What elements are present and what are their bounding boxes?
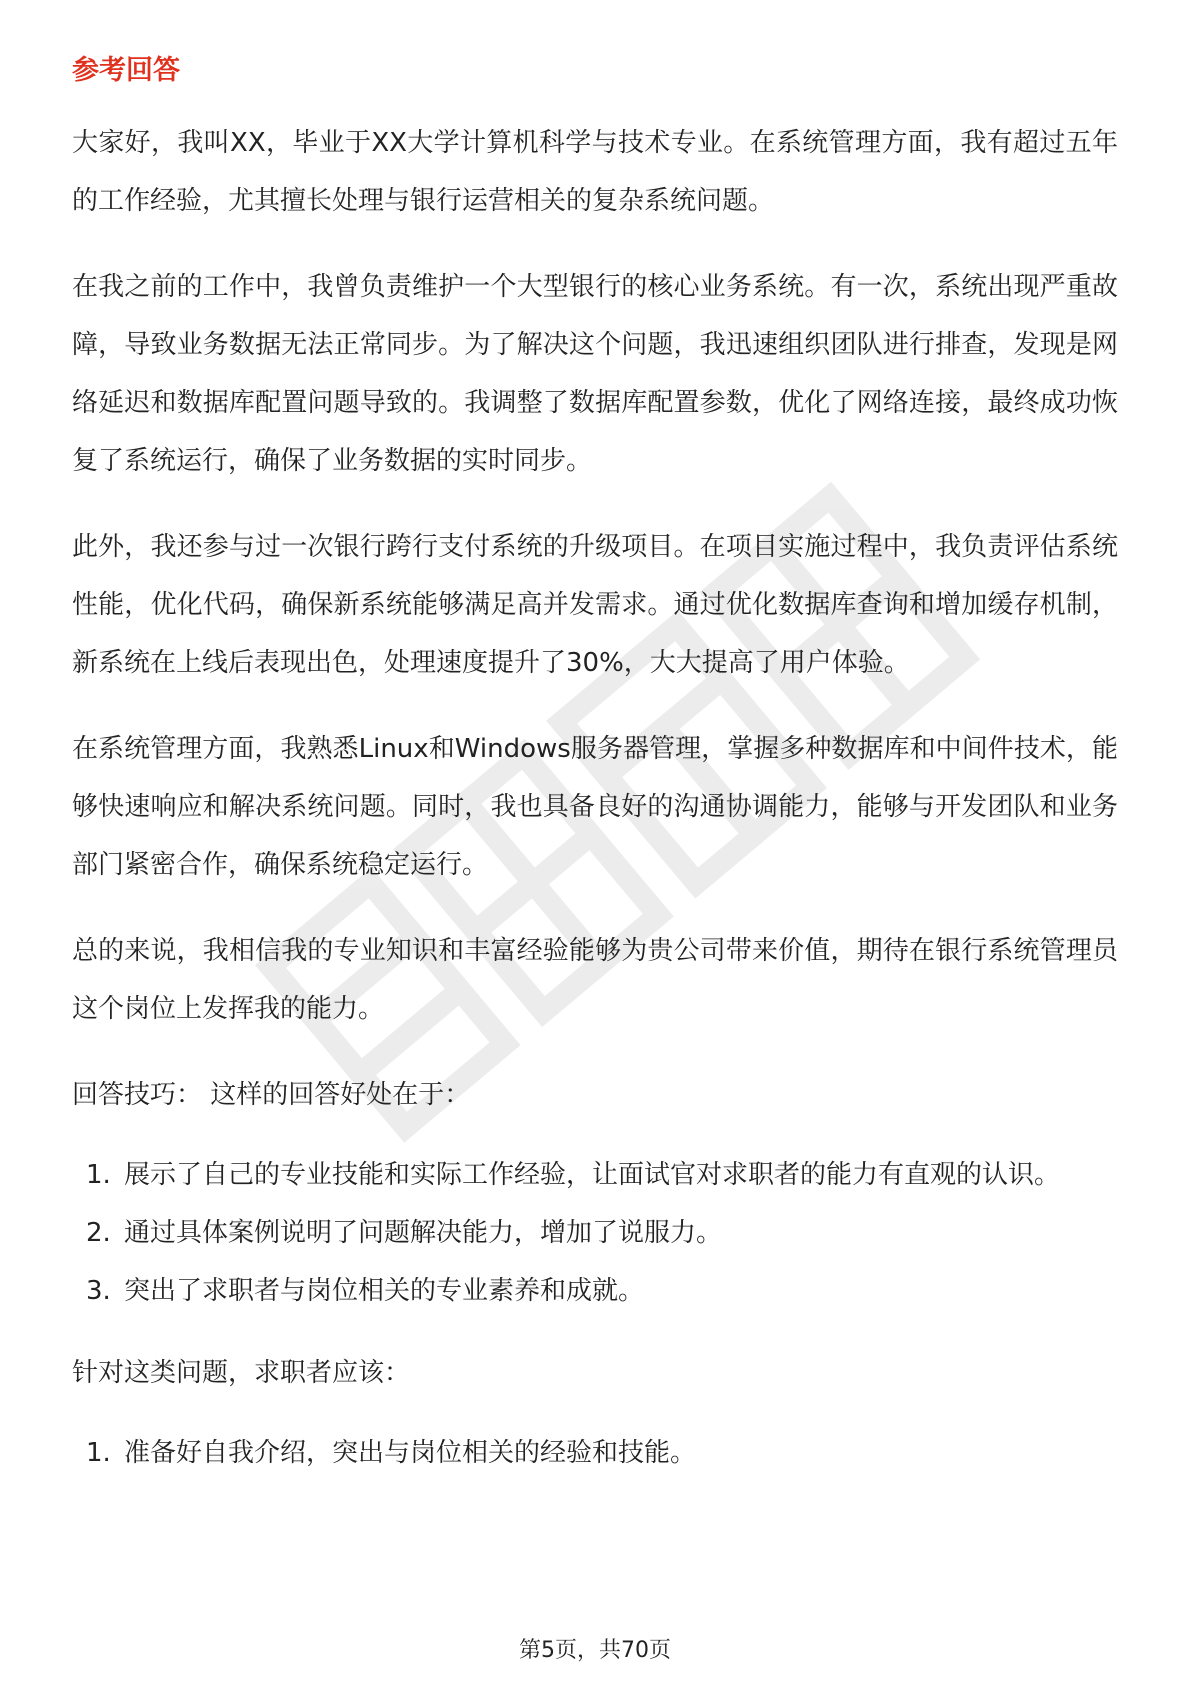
list-item	[72, 1262, 1118, 1320]
answer-paragraph-5: 总的来说，我相信我的专业知识和丰富经验能够为贵公司带来价值，期待在银行系统管理员这个岗位上发挥我的能力。	[72, 936, 1118, 1024]
advice-label: 针对这类问题，求职者应该：	[72, 1358, 411, 1388]
page-number-footer: 第5页，共70页	[519, 1638, 671, 1663]
answer-paragraph-2: 在我之前的工作中，我曾负责维护一个大型银行的核心业务系统。有一次，系统出现严重故障，导致业务数据无法正常同步。为了解决这个问题，我迅速组织团队进行排查，发现是网络延迟和数据库配置问题导致的。我调整了数据库配置参数，优化了网络连接，最终成功恢复了系统运行，确保了业务数据的实时同步。	[72, 272, 1118, 476]
list-item-text: 展示了自己的专业技能和实际工作经验，让面试官对求职者的能力有直观的认识。	[124, 1160, 1061, 1190]
list-item	[72, 1204, 1118, 1262]
list-item-number: 1.	[86, 1160, 111, 1190]
list-item-text: 突出了求职者与岗位相关的专业素养和成就。	[124, 1276, 645, 1306]
list-item-text: 通过具体案例说明了问题解决能力，增加了说服力。	[124, 1218, 723, 1248]
document-body	[72, 48, 1118, 1506]
answer-paragraph-3: 此外，我还参与过一次银行跨行支付系统的升级项目。在项目实施过程中，我负责评估系统性能，优化代码，确保新系统能够满足高并发需求。通过优化数据库查询和增加缓存机制，新系统在上线后表现出色，处理速度提升了30%，大大提高了用户体验。	[72, 532, 1118, 678]
list-item-number: 1.	[86, 1438, 111, 1468]
tips-label: 回答技巧： 这样的回答好处在于：	[72, 1080, 471, 1110]
list-item-number: 3.	[86, 1276, 111, 1306]
answer-paragraph-1: 大家好，我叫XX，毕业于XX大学计算机科学与技术专业。在系统管理方面，我有超过五年的工作经验，尤其擅长处理与银行运营相关的复杂系统问题。	[72, 128, 1118, 216]
tips-list	[72, 1146, 1118, 1320]
advice-list	[72, 1424, 1118, 1482]
list-item	[72, 1424, 1118, 1482]
list-item-number: 2.	[86, 1218, 111, 1248]
list-item	[72, 1146, 1118, 1204]
list-item-text: 准备好自我介绍，突出与岗位相关的经验和技能。	[124, 1438, 697, 1468]
answer-paragraph-4: 在系统管理方面，我熟悉Linux和Windows服务器管理，掌握多种数据库和中间件技术，能够快速响应和解决系统问题。同时，我也具备良好的沟通协调能力，能够与开发团队和业务部门紧密合作，确保系统稳定运行。	[72, 734, 1118, 880]
section-title: 参考回答	[72, 55, 180, 86]
